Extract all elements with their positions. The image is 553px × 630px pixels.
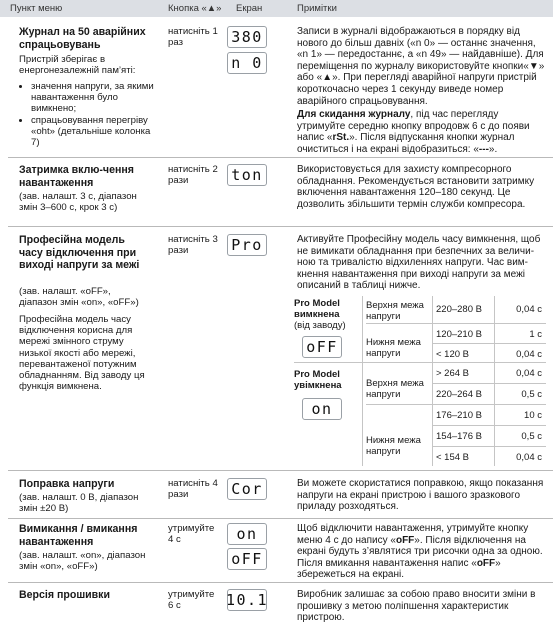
pro-table-rule xyxy=(432,425,546,426)
pro-off-label: Pro Model вимкнена xyxy=(294,298,340,320)
pro-on-time-5: 0,04 с xyxy=(516,452,542,463)
journal-reset-code: rSt. xyxy=(332,132,350,144)
fw-title: Версія прошивки xyxy=(19,589,110,601)
pro-table-vrule xyxy=(432,296,433,466)
onoff-title: Вимикання / вмикання навантаження xyxy=(19,523,138,548)
header-button: Кнопка «▲» xyxy=(168,3,222,14)
header-notes: Примітки xyxy=(297,3,337,14)
pro-off-screen: oFF xyxy=(302,336,342,358)
onoff-desc xyxy=(297,523,545,581)
pro-table-rule xyxy=(432,343,546,344)
pro-table-rule xyxy=(432,446,546,447)
pro-off-upper: Верхня межа напруги xyxy=(366,300,424,322)
journal-bullet-2: • спрацьовування перегріву «oht» (детальніше колонка 7) xyxy=(31,115,161,149)
journal-reset-text-b: ». Після відпускання кнопки журнал очиститься і на екрані відобразиться: « xyxy=(297,132,515,155)
journal-bullet-1: • значення напруги, за якими навантаження було вимкнено; xyxy=(31,81,161,115)
cor-sub: (зав. налашт. 0 В, діапазон змін ±20 В) xyxy=(19,492,139,515)
pro-on-range-5: < 154 В xyxy=(436,452,470,463)
pro-off-note: (від заводу) xyxy=(294,320,346,331)
onoff-button: утримуйте 4 с xyxy=(168,523,215,546)
pro-on-range-4: 154–176 В xyxy=(436,431,482,442)
journal-reset-bold: Для скидання журналу xyxy=(297,109,411,120)
fw-desc: Виробник залишає за собою право вносити зміни в прошивку з метою поліпшення характеристик пристрою. xyxy=(297,589,536,624)
divider xyxy=(8,157,553,158)
cor-title: Поправка напруги xyxy=(19,478,115,490)
cor-desc: Ви можете скористатися поправкою, якщо показання напруги на екрані пристрою і вашого зразкового приладу розходяться. xyxy=(297,478,544,513)
cor-button: натисніть 4 рази xyxy=(168,478,218,501)
pro-table-vrule xyxy=(494,296,495,466)
journal-title: Журнал на 50 аварійних спрацьовувань xyxy=(19,26,146,51)
pro-on-time-3: 10 с xyxy=(524,410,542,421)
delay-sub: (зав. налашт. 3 с, діапазон змін 3–600 с, крок 3 с) xyxy=(19,191,137,214)
journal-reset-desc xyxy=(297,109,545,155)
divider xyxy=(8,470,553,471)
pro-on-time-2: 0,5 с xyxy=(521,389,542,400)
divider xyxy=(8,582,553,583)
pro-off-lower: Нижня межа напруги xyxy=(366,337,421,359)
pro-on-label: Pro Model увімкнена xyxy=(294,369,342,391)
header-menu: Пункт меню xyxy=(10,3,63,14)
pro-on-range-1: > 264 В xyxy=(436,368,470,379)
pro-table-rule xyxy=(432,383,546,384)
pro-table-rule xyxy=(294,362,546,363)
pro-on-range-3: 176–210 В xyxy=(436,410,482,421)
pro-button: натисніть 3 рази xyxy=(168,234,218,257)
journal-desc: Записи в журналі відображаються в порядку від нового до більш давніх («n 0» — останнє значення, «n 1» — передостаннє, а «n 49» — найдавніше). Для переміщення по журналу використовуйте кнопки«▼» або «▲». При перегляді аварійної напруги пристрій короткочасно через 1 секунду виведе номер аварійного спрацьовування. xyxy=(297,26,545,107)
onoff-desc-c: ». Після відключення на екрані будуть з’являтися три рисочки одна за одною. Після вмикання навантаження напис « xyxy=(297,534,543,569)
journal-reset-text-a: , під час перегляду утримуйте середню кнопку впродовж 6 с до появи напис « xyxy=(297,109,530,144)
cor-screen: Cor xyxy=(227,478,267,500)
pro-on-lower: Нижня межа напруги xyxy=(366,435,421,457)
onoff-screen-on: on xyxy=(227,523,267,545)
journal-bullets xyxy=(19,81,161,148)
header-screen: Екран xyxy=(236,3,263,14)
onoff-desc-a: Щоб відключити навантаження, утримуйте кнопку меню 4 с до напису « xyxy=(297,523,529,546)
pro-on-time-1: 0,04 с xyxy=(516,368,542,379)
journal-screen-index: n 0 xyxy=(227,52,267,74)
table-header xyxy=(0,0,553,17)
pro-table-vrule xyxy=(362,296,363,466)
fw-button: утримуйте 6 с xyxy=(168,589,215,612)
pro-off-time-3: 0,04 с xyxy=(516,349,542,360)
pro-table-rule xyxy=(366,404,546,405)
pro-on-range-2: 220–264 В xyxy=(436,389,482,400)
pro-title: Професійна модель часу відключення при виході напруги за межі xyxy=(19,234,140,272)
pro-sub2: Професійна модель часу відключення корисна для мережі змінного струму низької якості або мережі, перевантаженої потужним обладнанням. Від заводу ця функція вимкнена. xyxy=(19,314,145,393)
delay-title: Затримка вклю-чення навантаження xyxy=(19,164,134,189)
onoff-desc-code: oFF xyxy=(395,534,415,546)
journal-reset-code2: --- xyxy=(478,143,489,155)
pro-on-upper: Верхня межа напруги xyxy=(366,378,424,400)
journal-screen-value: 380 xyxy=(227,26,267,48)
pro-on-screen: on xyxy=(302,398,342,420)
onoff-screen-off: oFF xyxy=(227,548,267,570)
onoff-desc-e: » збережеться на екрані. xyxy=(297,557,501,581)
pro-off-range-2: 120–210 В xyxy=(436,329,482,340)
delay-screen: ton xyxy=(227,164,267,186)
onoff-sub: (зав. налашт. «on», діапазон змін «on», «oFF») xyxy=(19,550,146,573)
journal-reset-text-c: ». xyxy=(488,143,498,155)
delay-button: натисніть 2 рази xyxy=(168,164,218,187)
divider xyxy=(8,226,553,227)
onoff-desc-code2: oFF xyxy=(476,557,496,569)
journal-button: натисніть 1 раз xyxy=(168,26,218,49)
delay-desc: Використовується для захисту компресорного обладнання. Рекомендується встановити затримку включення навантаження 120–180 секунд. Це дозволить збільшити термін служби компресора. xyxy=(297,164,535,210)
journal-sub: Пристрій зберігає в енергонезалежній пам’яті: xyxy=(19,54,136,77)
pro-table-rule xyxy=(366,323,546,324)
pro-sub: (зав. налашт. «oFF», діапазон змін «on», «oFF») xyxy=(19,286,139,309)
fw-screen: 10.1 xyxy=(225,591,269,609)
pro-desc: Активуйте Професійну модель часу вимкнення, щоб не вимикати обладнання при безпечних за величи-ною та тривалістю відхиленнях напруги. Час вим-кнення навантаження при виході напруги за межі описаний в таблиці нижче. xyxy=(297,234,541,292)
pro-off-time-1: 0,04 с xyxy=(516,304,542,315)
pro-on-time-4: 0,5 с xyxy=(521,431,542,442)
pro-screen: Pro xyxy=(227,234,267,256)
divider xyxy=(8,518,553,519)
pro-off-range-3: < 120 В xyxy=(436,349,470,360)
pro-off-time-2: 1 с xyxy=(529,329,542,340)
pro-off-range-1: 220–280 В xyxy=(436,304,482,315)
